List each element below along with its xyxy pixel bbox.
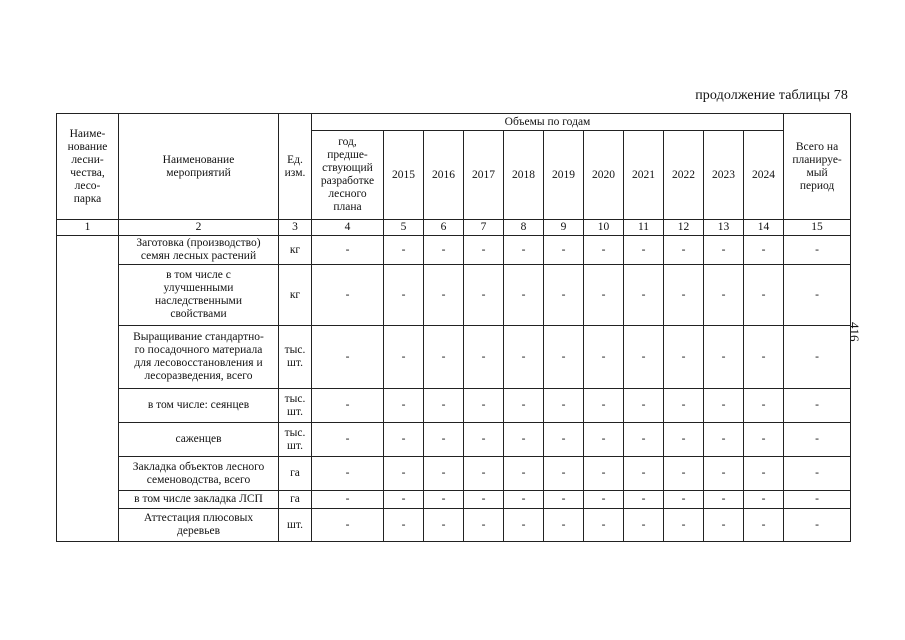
value-cell: - bbox=[744, 326, 784, 389]
header-year-2018: 2018 bbox=[504, 131, 544, 220]
unit-cell: тыс. шт. bbox=[279, 326, 312, 389]
value-cell: - bbox=[424, 457, 464, 491]
value-cell: - bbox=[544, 236, 584, 265]
column-number: 11 bbox=[624, 220, 664, 236]
value-cell: - bbox=[464, 389, 504, 423]
column-number: 12 bbox=[664, 220, 704, 236]
column-number: 1 bbox=[57, 220, 119, 236]
unit-cell: кг bbox=[279, 265, 312, 326]
measure-name: в том числе: сеянцев bbox=[119, 389, 279, 423]
unit-cell: тыс. шт. bbox=[279, 389, 312, 423]
header-unit: Ед. изм. bbox=[279, 114, 312, 220]
value-cell: - bbox=[704, 457, 744, 491]
value-cell: - bbox=[704, 326, 744, 389]
value-cell: - bbox=[464, 236, 504, 265]
value-cell: - bbox=[544, 491, 584, 509]
value-cell: - bbox=[744, 509, 784, 542]
header-total: Всего на планируе- мый период bbox=[784, 114, 851, 220]
value-cell: - bbox=[424, 265, 464, 326]
measure-name: саженцев bbox=[119, 423, 279, 457]
value-cell: - bbox=[584, 236, 624, 265]
value-cell: - bbox=[624, 423, 664, 457]
value-cell: - bbox=[424, 491, 464, 509]
header-pre-year: год, предше- ствующий разработке лесного плана bbox=[312, 131, 384, 220]
value-cell: - bbox=[464, 423, 504, 457]
value-cell: - bbox=[664, 326, 704, 389]
value-cell: - bbox=[424, 389, 464, 423]
value-cell: - bbox=[584, 389, 624, 423]
header-year-2024: 2024 bbox=[744, 131, 784, 220]
value-cell: - bbox=[384, 457, 424, 491]
value-cell: - bbox=[504, 389, 544, 423]
column-number: 8 bbox=[504, 220, 544, 236]
column-number: 2 bbox=[119, 220, 279, 236]
value-cell: - bbox=[624, 457, 664, 491]
value-cell: - bbox=[464, 491, 504, 509]
header-year-2017: 2017 bbox=[464, 131, 504, 220]
value-cell: - bbox=[504, 326, 544, 389]
header-year-2016: 2016 bbox=[424, 131, 464, 220]
column-number: 13 bbox=[704, 220, 744, 236]
value-cell: - bbox=[704, 389, 744, 423]
value-cell: - bbox=[544, 265, 584, 326]
value-cell: - bbox=[544, 509, 584, 542]
column-number: 6 bbox=[424, 220, 464, 236]
value-cell: - bbox=[784, 491, 851, 509]
table-caption: продолжение таблицы 78 bbox=[695, 88, 848, 103]
value-cell: - bbox=[624, 265, 664, 326]
value-cell: - bbox=[624, 326, 664, 389]
value-cell: - bbox=[312, 326, 384, 389]
measure-name: Аттестация плюсовых деревьев bbox=[119, 509, 279, 542]
value-cell: - bbox=[312, 509, 384, 542]
column-number: 5 bbox=[384, 220, 424, 236]
value-cell: - bbox=[424, 326, 464, 389]
unit-cell: га bbox=[279, 457, 312, 491]
value-cell: - bbox=[504, 491, 544, 509]
value-cell: - bbox=[784, 326, 851, 389]
value-cell: - bbox=[464, 265, 504, 326]
value-cell: - bbox=[704, 265, 744, 326]
value-cell: - bbox=[704, 236, 744, 265]
value-cell: - bbox=[504, 236, 544, 265]
value-cell: - bbox=[664, 265, 704, 326]
value-cell: - bbox=[424, 423, 464, 457]
value-cell: - bbox=[544, 326, 584, 389]
value-cell: - bbox=[624, 236, 664, 265]
value-cell: - bbox=[584, 326, 624, 389]
value-cell: - bbox=[784, 423, 851, 457]
value-cell: - bbox=[664, 389, 704, 423]
value-cell: - bbox=[312, 423, 384, 457]
value-cell: - bbox=[544, 389, 584, 423]
table-row bbox=[57, 265, 851, 326]
column-number: 4 bbox=[312, 220, 384, 236]
value-cell: - bbox=[744, 491, 784, 509]
value-cell: - bbox=[784, 265, 851, 326]
header-year-2020: 2020 bbox=[584, 131, 624, 220]
value-cell: - bbox=[464, 457, 504, 491]
value-cell: - bbox=[384, 236, 424, 265]
unit-cell: кг bbox=[279, 236, 312, 265]
value-cell: - bbox=[744, 265, 784, 326]
table-body bbox=[57, 114, 851, 542]
table-row bbox=[57, 457, 851, 491]
value-cell: - bbox=[784, 389, 851, 423]
value-cell: - bbox=[664, 457, 704, 491]
value-cell: - bbox=[424, 509, 464, 542]
column-number: 14 bbox=[744, 220, 784, 236]
value-cell: - bbox=[704, 491, 744, 509]
value-cell: - bbox=[664, 236, 704, 265]
value-cell: - bbox=[744, 389, 784, 423]
table-row bbox=[57, 389, 851, 423]
value-cell: - bbox=[384, 265, 424, 326]
measure-name: Закладка объектов лесного семеноводства, всего bbox=[119, 457, 279, 491]
header-year-2015: 2015 bbox=[384, 131, 424, 220]
header-measure: Наименование мероприятий bbox=[119, 114, 279, 220]
value-cell: - bbox=[744, 236, 784, 265]
value-cell: - bbox=[784, 236, 851, 265]
header-year-2022: 2022 bbox=[664, 131, 704, 220]
value-cell: - bbox=[784, 509, 851, 542]
value-cell: - bbox=[744, 457, 784, 491]
value-cell: - bbox=[504, 457, 544, 491]
value-cell: - bbox=[504, 423, 544, 457]
header-volumes: Объемы по годам bbox=[312, 114, 784, 131]
value-cell: - bbox=[744, 423, 784, 457]
table-row bbox=[57, 236, 851, 265]
measure-name: в том числе с улучшенными наследственными свойствами bbox=[119, 265, 279, 326]
value-cell: - bbox=[704, 509, 744, 542]
value-cell: - bbox=[384, 389, 424, 423]
value-cell: - bbox=[504, 265, 544, 326]
value-cell: - bbox=[312, 236, 384, 265]
value-cell: - bbox=[384, 491, 424, 509]
page-number: 416 bbox=[847, 322, 862, 342]
value-cell: - bbox=[464, 326, 504, 389]
table-row bbox=[57, 423, 851, 457]
column-number: 9 bbox=[544, 220, 584, 236]
header-year-2023: 2023 bbox=[704, 131, 744, 220]
value-cell: - bbox=[384, 326, 424, 389]
column-number: 10 bbox=[584, 220, 624, 236]
value-cell: - bbox=[664, 509, 704, 542]
value-cell: - bbox=[584, 509, 624, 542]
header-year-2021: 2021 bbox=[624, 131, 664, 220]
forest-seed-table bbox=[56, 113, 851, 542]
table-row bbox=[57, 326, 851, 389]
value-cell: - bbox=[704, 423, 744, 457]
value-cell: - bbox=[424, 236, 464, 265]
column-number-row bbox=[57, 220, 851, 236]
value-cell: - bbox=[544, 457, 584, 491]
value-cell: - bbox=[624, 389, 664, 423]
unit-cell: га bbox=[279, 491, 312, 509]
column-number: 7 bbox=[464, 220, 504, 236]
value-cell: - bbox=[584, 265, 624, 326]
column-number: 15 bbox=[784, 220, 851, 236]
value-cell: - bbox=[584, 457, 624, 491]
header-year-2019: 2019 bbox=[544, 131, 584, 220]
measure-name: Заготовка (производство) семян лесных растений bbox=[119, 236, 279, 265]
value-cell: - bbox=[624, 509, 664, 542]
table-row bbox=[57, 491, 851, 509]
unit-cell: тыс. шт. bbox=[279, 423, 312, 457]
value-cell: - bbox=[312, 389, 384, 423]
value-cell: - bbox=[664, 491, 704, 509]
measure-name: в том числе закладка ЛСП bbox=[119, 491, 279, 509]
header-forestry: Наиме- нование лесни- чества, лесо- парка bbox=[57, 114, 119, 220]
value-cell: - bbox=[312, 491, 384, 509]
value-cell: - bbox=[504, 509, 544, 542]
column-number: 3 bbox=[279, 220, 312, 236]
forestry-cell bbox=[57, 236, 119, 542]
measure-name: Выращивание стандартно- го посадочного материала для лесовосстановления и лесоразведения, всего bbox=[119, 326, 279, 389]
value-cell: - bbox=[384, 509, 424, 542]
value-cell: - bbox=[624, 491, 664, 509]
value-cell: - bbox=[584, 423, 624, 457]
value-cell: - bbox=[384, 423, 424, 457]
value-cell: - bbox=[584, 491, 624, 509]
value-cell: - bbox=[312, 457, 384, 491]
value-cell: - bbox=[664, 423, 704, 457]
value-cell: - bbox=[544, 423, 584, 457]
value-cell: - bbox=[464, 509, 504, 542]
value-cell: - bbox=[784, 457, 851, 491]
header-row-1 bbox=[57, 114, 851, 131]
table-row bbox=[57, 509, 851, 542]
unit-cell: шт. bbox=[279, 509, 312, 542]
value-cell: - bbox=[312, 265, 384, 326]
